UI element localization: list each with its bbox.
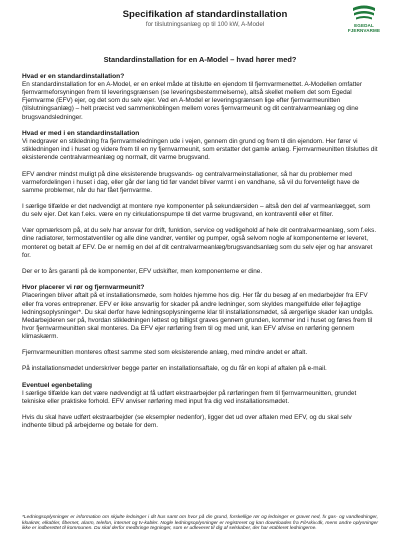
section-included	[22, 130, 378, 276]
paragraph: Placeringen bliver aftalt på et installationsmøde, som holdes hjemme hos dig. Her får du besøg af en medarbejder fra EFV eller fra vores entreprenør. EFV er ikke ansvarlig for skader på andre ledninger, som skyldes mangelfulde eller fejlagtige ledningsoplysninger*. Du skal derfor have ledningsoplysningerne klar til installationsmødet, så ærgerlige skader kan undgås. Medarbejderen ser på, hvordan stikledningen lettest og billigst graves gennem grunden, kommer ind i huset og føres frem til hvor fjernvarmeunitten skal monteres. Da EFV ejer rørføring frem til og med unit, kan EFV afvise en rørføring gennem klimaskærm.	[22, 292, 374, 340]
section-heading: Eventuel egenbetaling	[22, 381, 92, 389]
section-heading: Hvad er en standardinstallation?	[22, 73, 125, 80]
paragraph: Vi nedgraver en stikledning fra fjernvarmeledningen ude i vejen, gennem din grund og frem til din ejendom. Her fører vi stikledningen ind i huset og videre frem til en ny fjernvarmeunit, som erstatter det gamle anlæg. Fjernvarmeunitten tilsluttes dit eksisterende centralvarmeanlæg og normalt, dit varme brugsvand.	[22, 138, 378, 162]
section-placement	[22, 284, 378, 373]
section-what-is	[22, 73, 378, 122]
paragraph: Fjernvarmeunitten monteres oftest samme sted som eksisterende anlæg, med mindre andet er aftalt.	[22, 349, 308, 357]
logo-line2: FJERNVARME	[347, 28, 381, 34]
section-heading: Hvor placerer vi rør og fjernvarmeunit?	[22, 284, 145, 292]
paragraph: Der er to års garanti på de komponenter, EFV udskifter, men komponenterne er dine.	[22, 267, 263, 275]
footnote: *Ledningsoplysninger er information om skjulte ledninger i dit hus samt om hvor på din grund, forskellige rør og ledninger er gravet ned, fx gas- og vandledninger, kloakrør, elkabler, fibernet, alarm, telefon, internet og tv-kabler. Nogle ledningsoplysninger er registreret og kan downloades fra FilArkiv.dk, mens andre oplysninger ikke er indberettet til kommunen. Du skal derfor medbringe tegninger, som er udleveret til dig af selskaber, der har etableret ledningerne.	[22, 515, 378, 532]
paragraph: Vær opmærksom på, at du selv har ansvar for drift, funktion, service og vedligehold af hele dit centralvarmeanlæg, som f.eks. dine radiatorer, termostatventiler og alle dine vandrør, ventiler og pumper, også selvom nogle af komponenterne er leveret, monteret og betalt af EFV. De er nemlig en del af dit centralvarmeanlæg/brugsvandsanlæg som du selv ejer og har ansvaret for.	[22, 227, 377, 259]
document-subtitle: for tilslutningsanlæg op til 100 kW, A-Model	[145, 21, 265, 28]
paragraph: Hvis du skal have udført ekstraarbejder (se eksempler nedenfor), ligger det ud over aftalen med EFV, og du skal selv indhente tilbud på arbejderne og betale for dem.	[22, 414, 352, 430]
paragraph: På installationsmødet underskriver begge parter en installationsaftale, og du får en kopi af aftalen på e-mail.	[22, 365, 327, 373]
logo-line1: EGEDAL	[354, 23, 374, 28]
section-heading: Hvad er med i en standardinstallation	[22, 129, 140, 137]
paragraph: I særlige tilfælde kan det være nødvendigt at få udført ekstraarbejder på rørføringen frem til fjernvarmeunitten, grundet tekniske eller praktiske forhold. EFV anviser rørføring med input fra dig ved installationsmødet.	[22, 389, 357, 406]
egedal-fjernvarme-logo	[338, 4, 390, 38]
section-self-payment	[22, 382, 378, 431]
paragraph: En standardinstallation for en A-Model, er en enkel måde at tilslutte en ejendom til fjernvarmenettet. A-Modellen omfatter fjernvarmeforsyningen frem til leveringsgrænsen (se leveringsbestemmelserne), altså skellet mellem det som Egedal Fjernvarme (EFV) ejer, og det som du selv ejer. Ved en A-Model er leveringsgrænsen lige efter fjernvarmeunitten (tilslutningsanlæg) – helt præcist ved sammenkoblingen mellem vores fjernvarmeunit og dit centralvarmeanlæg og dine brugsvandsledninger.	[22, 81, 362, 121]
document-body	[22, 73, 378, 439]
logo-wave-icon	[351, 4, 377, 22]
logo-text	[338, 23, 390, 33]
paragraph: I særlige tilfælde er det nødvendigt at montere nye komponenter på sekundærsiden – altså den del af varmeanlægget, som du selv ejer. Det kan f.eks. være en ny cirkulationspumpe til det varme brugsvand, en kontraventil eller et filter.	[22, 203, 371, 219]
main-heading: Standardinstallation for en A-Model – hvad hører med?	[103, 55, 297, 64]
document-title: Specifikation af standardinstallation	[122, 9, 288, 20]
paragraph: EFV ændrer mindst muligt på dine eksisterende brugsvands- og centralvarmeinstallationer, så har du problemer med varmefordelingen i huset i dag, eller går der lang tid før vandet bliver varmt i en vandhane, så vil du forventeligt have de samme problemer, når du har fået fjernvarme.	[22, 170, 360, 194]
